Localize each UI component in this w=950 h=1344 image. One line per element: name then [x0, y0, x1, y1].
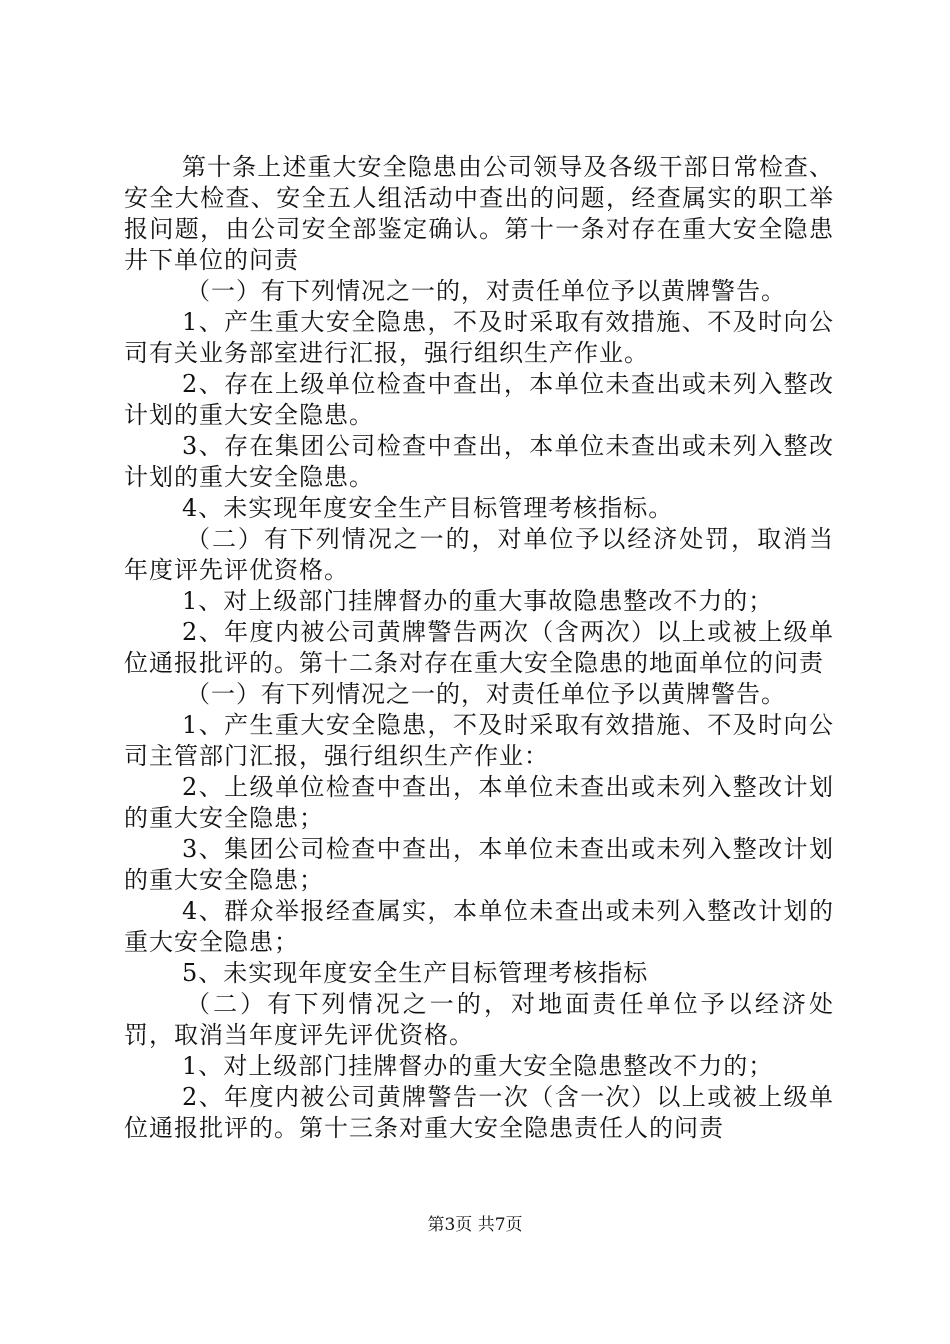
- paragraph-item: 1、对上级部门挂牌督办的重大事故隐患整改不力的；: [182, 587, 774, 615]
- paragraph-article-10: 第十条上述重大安全隐患由公司领导及各级干部日常检查、安全大检查、安全五人组活动中查出的问题，经查属实的职工举报问题，由公司安全部鉴定确认。第十一条对存在重大安全隐患井下单位的问责: [124, 153, 834, 274]
- page-footer: [0, 1215, 950, 1235]
- paragraph-item: 3、集团公司检查中查出，本单位未查出或未列入整改计划的重大安全隐患；: [124, 835, 834, 894]
- page-number-label: 第3页 共7页: [427, 1215, 523, 1235]
- paragraph-item: 2、存在上级单位检查中查出，本单位未查出或未列入整改计划的重大安全隐患。: [124, 370, 834, 429]
- paragraph-item: 3、存在集团公司检查中查出，本单位未查出或未列入整改计划的重大安全隐患。: [124, 432, 834, 491]
- paragraph-item: 2、上级单位检查中查出，本单位未查出或未列入整改计划的重大安全隐患；: [124, 773, 834, 832]
- paragraph-item: 1、对上级部门挂牌督办的重大安全隐患整改不力的；: [182, 1052, 774, 1080]
- paragraph-item: 2、年度内被公司黄牌警告一次（含一次）以上或被上级单位通报批评的。第十三条对重大安全隐患责任人的问责: [124, 1083, 834, 1142]
- paragraph-section-1: （一）有下列情况之一的，对责任单位予以黄牌警告。: [186, 680, 786, 708]
- paragraph-section-1: （一）有下列情况之一的，对责任单位予以黄牌警告。: [186, 277, 786, 305]
- paragraph-item: 2、年度内被公司黄牌警告两次（含两次）以上或被上级单位通报批评的。第十二条对存在重大安全隐患的地面单位的问责: [124, 618, 834, 677]
- paragraph-item: 4、群众举报经查属实，本单位未查出或未列入整改计划的重大安全隐患；: [124, 897, 834, 956]
- paragraph-item: 1、产生重大安全隐患，不及时采取有效措施、不及时向公司有关业务部室进行汇报，强行组织生产作业。: [124, 308, 834, 367]
- paragraph-item: 1、产生重大安全隐患，不及时采取有效措施、不及时向公司主管部门汇报，强行组织生产作业：: [124, 711, 834, 770]
- paragraph-section-2: （二）有下列情况之一的，对地面责任单位予以经济处罚，取消当年度评先评优资格。: [124, 990, 834, 1049]
- paragraph-item: 5、未实现年度安全生产目标管理考核指标: [182, 959, 649, 987]
- paragraph-item: 4、未实现年度安全生产目标管理考核指标。: [182, 494, 674, 522]
- document-body: [124, 152, 834, 1144]
- paragraph-section-2: （二）有下列情况之一的，对单位予以经济处罚，取消当年度评先评优资格。: [124, 525, 834, 584]
